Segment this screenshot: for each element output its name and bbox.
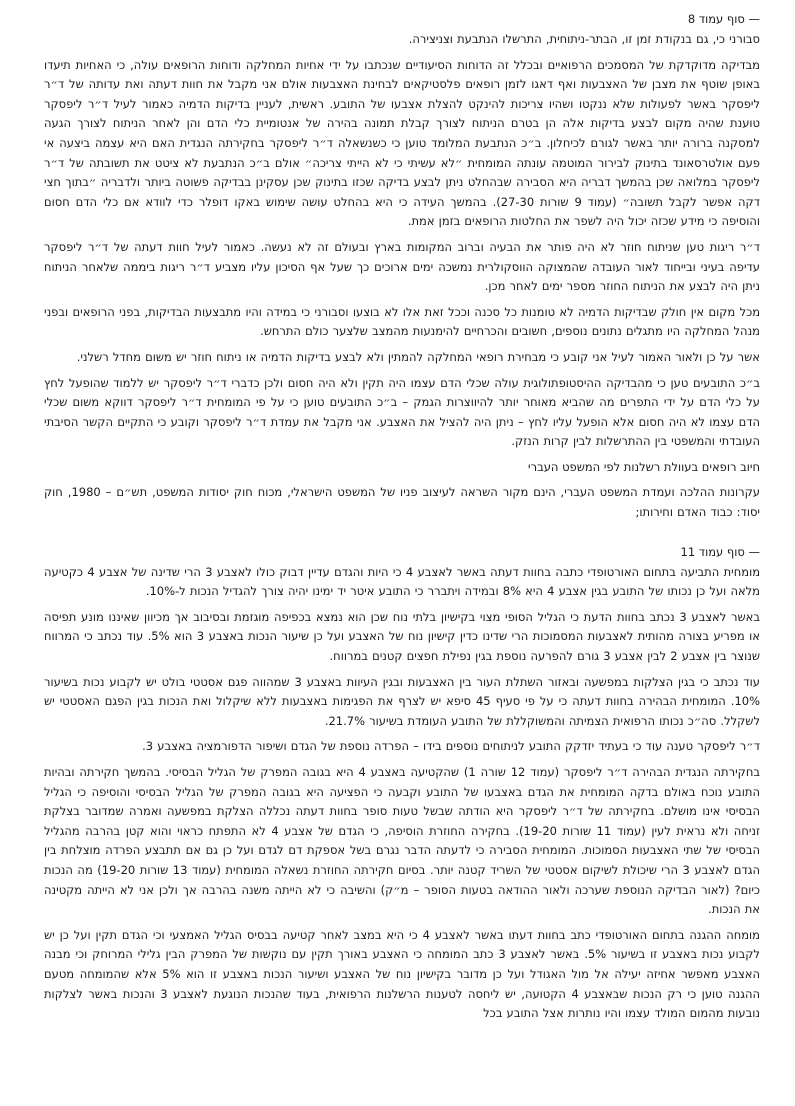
paragraph: מבדיקה מדוקדקת של המסמכים הרפואיים ובכלל זה הדוחות הסיעודיים שנכתבו על ידי אחיות המחלקה ודוחות הרופאים עולה, כי האחיות תיעדו באופן שוטף את מצבן של האצבעות ואף דאגו לזמן רופאים פלסטיקאים לבחינת האצבעות אולם אני מקבל את חוות דעתה ואת עדותה של ד״ר ליפסקר באשר לפעולות שלא ננקטו ושהיו צריכות להינקט להצלת אצבעו של התובע. ראשית, לעניין בדיקות הדמיה כאמור לעיל ד״ר ליפסקר טוענת שהיה מקום לבצע בדיקות אלה הן בטרם הניתוח לצורך קבלת תמונה בהירה של אנטומיית כלי הדם והן לאחר הניתוח לצורך הגעה למסקנה ברורה יותר באשר לגורם לכיחלון. ב״כ הנתבעת המלומד טוען כי כשנשאלה ד״ר ליפסקר בחקירתה הנגדית האם היא עצמה ביצעה אי פעם אולטרסאונד בתינוק לבירור המוטמה עונתה המומחית ״לא עשיתי כי לא הייתי צריכה״ אולם ב״כ הנתבעת לא ציטט את תשובתה של ד״ר ליפסקר במלואה שכן בהמשך דבריה היא הסבירה שבהחלט ניתן לבצע בדיקה שכזו בתינוק שכן עסקינן בבדיקה פשוטה ביותר ולדבריה ״בתוך חצי דקה אפשר לקבל תשובה״ (עמוד 9 שורות 27-30). בהמשך העידה כי היא בהחלט עושה שימוש באקו דופלר כדי לוודא אם כלי הדם חסום והוסיפה כי מידע שכזה יכול היה לשפר את החלטות הרופאים בזמן אמת. [44,57,760,229]
spacer [44,529,760,541]
paragraph: עוד נכתב כי בגין הצלקות במפשעה ובאזור השתלת העור בין האצבעות ובגין העיוות באצבע 3 שמהווה פגם אסטטי בולט יש לקבוע נכות בשיעור 10%. המומחית הבהירה בחוות דעתה כי על פי סעיף 45 סיפא יש לצרף את הפגימות באצבעות ללא שיקלול ואת הנכות בגין הפגם האסטטי יש לשקלל. סה״כ נכותו הרפואית הצמיתה והמשוקללת של התובע העומדת בשיעור 21.7%. [44,674,760,728]
paragraph: בחקירתה הנגדית הבהירה ד״ר ליפסקר (עמוד 12 שורה 1) שהקטיעה באצבע 4 היא בגובה המפרק של הגליל הבסיסי. בהמשך חקירתה ובהיות התובע נוכח באולם בדקה המומחית את הגדם באצבעו של התובע וקבעה כי הפציעה היא בגובה המפרק של הגליל הבסיסי והוסיפה כי הגליל הבסיסי אינו מושלם. בחקירתה של ד״ר ליפסקר היא הודתה שבשל טעות סופר בחוות דעתה נכללה הצלקת במפשעה ואמרה שמדובר בצלקת זניחה ולא נראית לעין (עמוד 11 שורות 19-20). בחקירה החוזרת הוסיפה, כי הגדם של אצבע 4 לא התפתח כראוי והוא קטן בהרבה מהגליל הבסיסי של שתי האצבעות הסמוכות. המומחית הסבירה כי לדעתה הדבר נגרם בשל אספקת דם לגדם ועל כן גם אם תתבצע הפרדה מוצלחת בין הגדם לאצבע 3 הרי שיכולת לשיקום אסטטי של השריד קטנה יותר. בסיום חקירתה החוזרת נשאלה המומחית (עמוד 13 שורות 19-20) מה הנכות כיום? (לאור הבדיקה הנוספת שערכה ולאור ההודאה בטעות הסופר – מ״ק) והשיבה כי לא הייתה משנה בהרבה אך ולכן אני לא הייתה מקטינה את הנכות. [44,765,760,917]
paragraph: אשר על כן ולאור האמור לעיל אני קובע כי מבחירת רופאי המחלקה להמתין ולא לבצע בדיקות הדמיה או ניתוח חוזר יש משום מחדל רשלני. [76,349,760,364]
end-page-8-label: — סוף עמוד 8 [687,12,760,26]
paragraph: מומחה ההגנה בתחום האורטופדי כתב בחוות דעתו באשר לאצבע 4 כי היא במצב לאחר קטיעה בבסיס הגליל האמצעי וכי הגדם תקין ועל כן יש לקבוע נכות באצבע זו בשיעור 5%. באשר לאצבע 3 כתב המומחה כי האצבע באורך תקין עם נוקשות של המפרק הבין גלילי המרוחק וכי מבנה האצבע מאפשר אחיזה יעילה אל מול האגודל ועל כן מדובר בקישיון נוח של האצבע ושיעור הנכות באצבע זו הוא 5% אלא שהמומחה מטעם ההגנה טוען כי רק הנכות שבאצבע 4 הקטועה, יש ליחסה לטענות הרשלנות הרפואית, בעוד שהנכות הנוגעת לאצבע 3 והנכות באשר לצלקות נובעות מהמום המולד עצמו והיו נותרות אצל התובע בכל [44,927,761,1021]
page-marker-11 [44,541,760,563]
paragraph: באשר לאצבע 3 נכתב בחוות הדעת כי הגליל הסופי מצוי בקישיון בלתי נוח שכן הוא נמצא בכפיפה מוגזמת ובסיבוב אך מכיוון שאיננו מונע תפיסה או מפריע בצורה מהותית לאצבעות המסמוכות הרי שדינו כדין קישיון נוח של האצבע ועל כן שיעור הנכות באצבע 3 הוא 5%. עוד נכתב כי המרווח שנוצר בין אצבע 2 לבין אצבע 3 גורם להפרעה נוספת בגין נפילת חפצים קטנים במרווח. [44,609,760,664]
section-heading: חיוב רופאים בעוולת רשלנות לפי המשפט העברי [528,459,760,474]
paragraph: מומחית התביעה בתחום האורטופדי כתבה בחוות דעתה באשר לאצבע 4 כי היות והגדם עדיין דבוק כולו לאצבע 3 הרי שדינה של אצבע 4 כקטיעה מלאה ועל כן נכותו של התובע בגין אצבע 4 היא 8% ובמידה ויתברר כי התובע איטר יד ימינו יהיה צורך להגדיל הנכות ל-10%. [44,564,761,599]
paragraph: סבורני כי, גם בנקודת זמן זו, הבתר-ניתוחית, התרשלו הנתבעת וצניצירה. [408,32,760,46]
paragraph: ד״ר ריגות טען שניתוח חוזר לא היה פותר את הבעיה וברוב המקומות בארץ ובעולם זה לא נעשה. כאמור לעיל חוות דעתה של ד״ר ליפסקר עדיפה בעיני ובייחוד לאור העובדה שהמצוקה הווסקולרית נמשכה ימים ארוכים כך שעל אף הסיכון עליו מצביע ד״ר ריגות ביממה שלאחר הניתוח ניתן היה לבצע את הניתוח החוזר מספר ימים לאחר מכן. [44,239,760,294]
page-marker-8 [44,8,760,30]
paragraph: עקרונות ההלכה ועמדת המשפט העברי, הינם מקור השראה לעיצוב פניו של המשפט הישראלי, מכוח חוק יסודות המשפט, תש״ם – 1980, חוק יסוד: כבוד האדם וחירותו; [44,485,760,520]
end-page-11-label: — סוף עמוד 11 [680,544,760,559]
paragraph: ד״ר ליפסקר טענה עוד כי בעתיד יזדקק התובע לניתוחים נוספים בידו – הפרדה נוספת של הגדם ושיפור הדפורמציה באצבע 3. [142,739,760,754]
paragraph: מכל מקום אין חולק שבדיקות הדמיה לא טומנות כל סכנה וככל זאת אלו לא בוצעו וסבורני כי במידה והיו מתבצעות הבדיקות, בפני הרופאים ובפני מנהל המחלקה היו מתגלים נתונים נוספים, חשובים והכרחיים להימנעות מהמצב שלצער כולם התרחש. [44,304,760,339]
document-page [44,8,760,1030]
paragraph: ב״כ התובעים טען כי מהבדיקה ההיסטופתולוגית עולה שכלי הדם עצמו היה תקין ולא היה חסום ולכן כדברי ד״ר ליפסקר יש ללמוד שהופעל לחץ על כלי הדם על ידי התפרים מה שהביא מאוחר יותר להיווצרות הגמק – ב״כ התובעים טוען כי על פי המומחית ד״ר ליפסקר דווקא משום שכלי הדם עצמו לא היה חסום אלא הופעל עליו לחץ – ניתן היה להציל את האצבע. אני מקבל את עמדת ד״ר ליפסקר וקובע כי התקיים הקשר הסיבתי העובדתי והמשפטי בין ההתרשלות לבין קרות הנזק. [44,375,760,449]
